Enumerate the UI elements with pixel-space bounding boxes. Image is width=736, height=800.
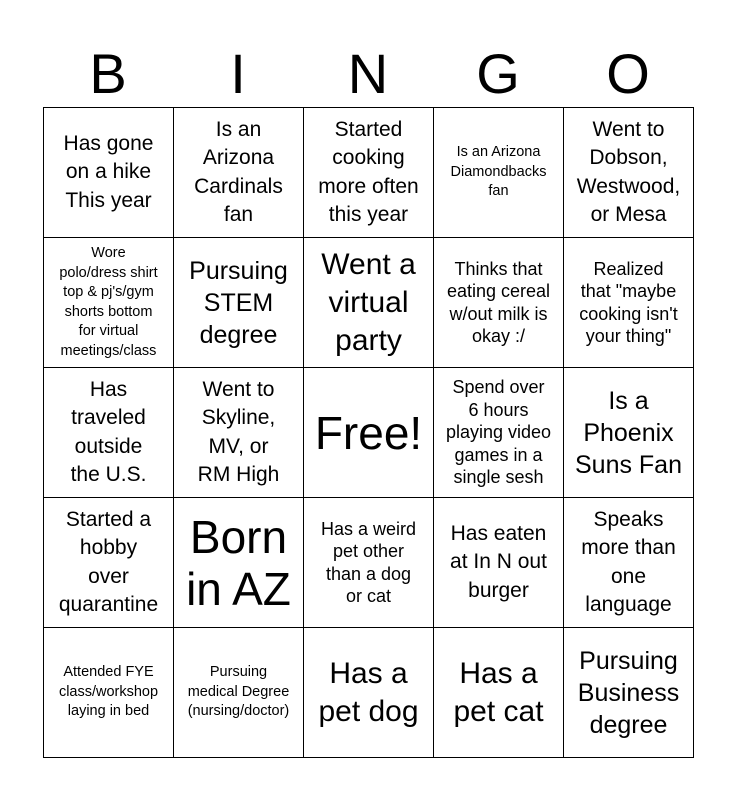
bingo-header <box>43 42 693 106</box>
cell-text: Spend over 6 hours playing video games in a single sesh <box>445 377 552 488</box>
header-letter-i: I <box>230 42 246 105</box>
cell-text: Pursuing Business degree <box>577 646 680 739</box>
cell-text: Thinks that eating cereal w/out milk is okay :/ <box>446 258 551 346</box>
bingo-cell[interactable] <box>564 628 694 758</box>
bingo-cell[interactable] <box>564 368 694 498</box>
cell-text: Started cooking more often this year <box>318 117 419 226</box>
bingo-cell[interactable] <box>434 238 564 368</box>
cell-text: Started a hobby over quarantine <box>58 507 159 616</box>
cell-text: Born in AZ <box>186 510 291 615</box>
header-letter-b: B <box>89 42 127 105</box>
bingo-cell[interactable] <box>304 628 434 758</box>
bingo-cell[interactable] <box>434 628 564 758</box>
cell-text: Realized that "maybe cooking isn't your thing" <box>579 258 678 346</box>
cell-text: Free! <box>314 406 423 459</box>
header-letter-o: O <box>606 42 650 105</box>
bingo-cell[interactable] <box>564 498 694 628</box>
bingo-cell[interactable] <box>44 368 174 498</box>
cell-text: Went to Dobson, Westwood, or Mesa <box>576 117 681 226</box>
cell-text: Is an Arizona Cardinals fan <box>194 117 283 226</box>
bingo-cell[interactable] <box>44 108 174 238</box>
bingo-cell[interactable] <box>304 238 434 368</box>
cell-text: Has a pet cat <box>453 656 544 728</box>
cell-text: Is an Arizona Diamondbacks fan <box>450 144 547 200</box>
bingo-cell[interactable] <box>174 238 304 368</box>
cell-text: Pursuing medical Degree (nursing/doctor) <box>187 664 290 720</box>
bingo-cell[interactable] <box>304 498 434 628</box>
cell-text: Has gone on a hike This year <box>63 131 154 212</box>
cell-text: Has a weird pet other than a dog or cat <box>320 518 417 606</box>
bingo-cell[interactable] <box>44 628 174 758</box>
cell-text: Went to Skyline, MV, or RM High <box>197 377 280 486</box>
free-space-cell[interactable] <box>304 368 434 498</box>
cell-text: Went a virtual party <box>321 247 416 357</box>
cell-text: Has traveled outside the U.S. <box>70 377 147 486</box>
bingo-card-grid <box>43 107 694 758</box>
cell-text: Has a pet dog <box>318 656 419 728</box>
bingo-cell[interactable] <box>44 238 174 368</box>
header-letter-n: N <box>347 42 389 105</box>
bingo-cell[interactable] <box>44 498 174 628</box>
bingo-cell[interactable] <box>174 498 304 628</box>
bingo-cell[interactable] <box>174 108 304 238</box>
bingo-cell[interactable] <box>174 628 304 758</box>
bingo-cell[interactable] <box>564 238 694 368</box>
cell-text: Wore polo/dress shirt top & pj's/gym shorts bottom for virtual meetings/class <box>59 245 158 359</box>
bingo-cell[interactable] <box>304 108 434 238</box>
header-letter-g: G <box>476 42 520 105</box>
cell-text: Is a Phoenix Suns Fan <box>574 386 682 479</box>
cell-text: Has eaten at In N out burger <box>450 521 547 602</box>
bingo-cell[interactable] <box>434 498 564 628</box>
bingo-cell[interactable] <box>174 368 304 498</box>
bingo-cell[interactable] <box>434 368 564 498</box>
cell-text: Attended FYE class/workshop laying in bed <box>58 664 159 720</box>
cell-text: Speaks more than one language <box>581 507 676 616</box>
bingo-cell[interactable] <box>564 108 694 238</box>
cell-text: Pursuing STEM degree <box>189 256 288 349</box>
bingo-cell[interactable] <box>434 108 564 238</box>
